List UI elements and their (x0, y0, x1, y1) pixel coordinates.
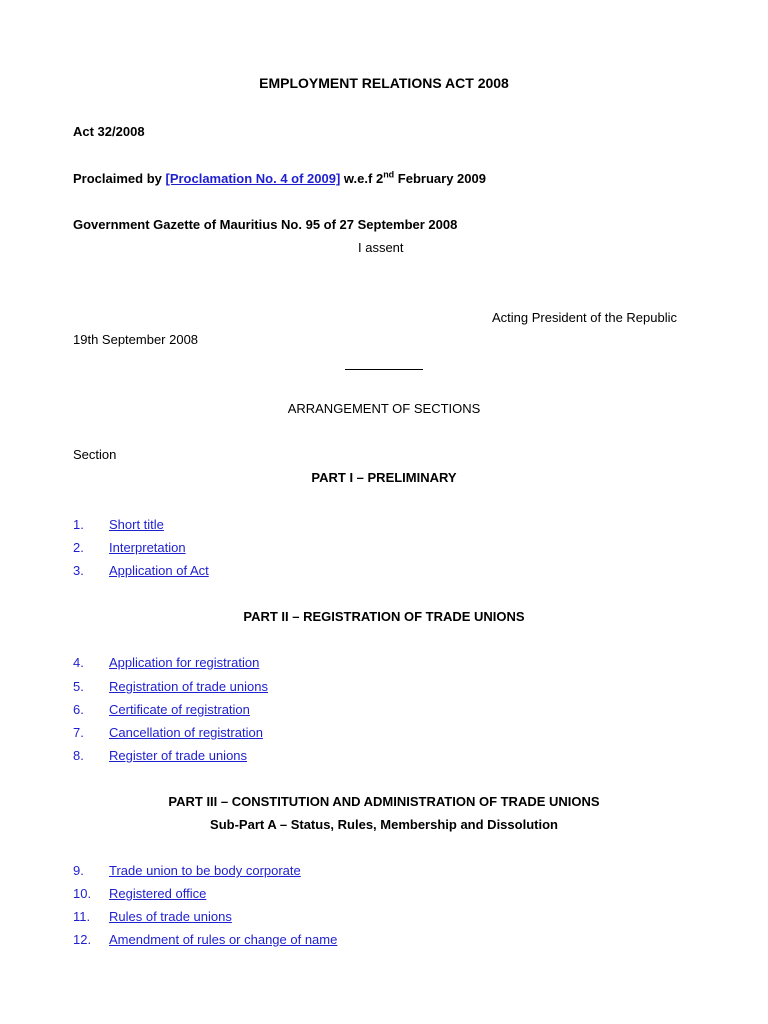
toc-label: Application for registration (109, 655, 260, 670)
toc-link[interactable] (73, 540, 186, 556)
toc-link[interactable] (73, 863, 301, 879)
toc-number: 11. (73, 909, 91, 924)
sub-part-heading: Sub-Part A – Status, Rules, Membership and Dissolution (210, 817, 558, 832)
assent-text: I assent (358, 240, 404, 255)
wef-ordinal: nd (383, 169, 395, 180)
toc-label: Short title (109, 517, 164, 532)
toc-link[interactable] (73, 932, 337, 948)
section-label: Section (73, 447, 117, 462)
toc-link[interactable] (73, 909, 232, 925)
separator-rule (345, 369, 423, 370)
gazette-reference: Government Gazette of Mauritius No. 95 of 27 September 2008 (73, 217, 458, 232)
toc-label: Registered office (109, 886, 207, 901)
toc-number: 7. (73, 725, 84, 740)
toc-number: 3. (73, 563, 84, 578)
toc-number: 5. (73, 679, 84, 694)
toc-label: Register of trade unions (109, 748, 248, 763)
toc-label: Certificate of registration (109, 702, 250, 717)
toc-number: 10. (73, 886, 92, 901)
toc-label: Rules of trade unions (109, 909, 232, 924)
toc-label: Interpretation (109, 540, 186, 555)
proclaimed-prefix: Proclaimed by (73, 171, 166, 186)
toc-number: 12. (73, 932, 92, 947)
part-heading: PART II – REGISTRATION OF TRADE UNIONS (243, 609, 525, 624)
toc-number: 8. (73, 748, 84, 763)
toc-number: 4. (73, 655, 84, 670)
toc-link[interactable] (73, 517, 164, 533)
toc-link[interactable] (73, 563, 209, 579)
arrangement-heading: ARRANGEMENT OF SECTIONS (287, 401, 481, 416)
toc-label: Trade union to be body corporate (109, 863, 301, 878)
toc-label: Cancellation of registration (109, 725, 263, 740)
toc-link[interactable] (73, 886, 206, 902)
assent-date: 19th September 2008 (73, 332, 199, 347)
toc-link[interactable] (73, 655, 259, 671)
proclamation-link[interactable]: [Proclamation No. 4 of 2009] (165, 171, 341, 186)
toc-number: 2. (73, 540, 84, 555)
toc-number: 6. (73, 702, 84, 717)
toc-link[interactable] (73, 702, 250, 718)
part-heading: PART III – CONSTITUTION AND ADMINISTRATION OF TRADE UNIONS (168, 794, 600, 809)
toc-number: 1. (73, 517, 84, 532)
toc-label: Application of Act (109, 563, 209, 578)
document-title: EMPLOYMENT RELATIONS ACT 2008 (259, 75, 509, 91)
toc-label: Amendment of rules or change of name (109, 932, 338, 947)
wef-suffix: February 2009 (394, 171, 486, 186)
proclamation-line (73, 171, 486, 187)
toc-link[interactable] (73, 725, 263, 741)
toc-link[interactable] (73, 679, 268, 695)
toc-label: Registration of trade unions (109, 679, 268, 694)
act-number: Act 32/2008 (73, 124, 145, 139)
signatory-title: Acting President of the Republic (492, 310, 677, 325)
wef-prefix: w.e.f 2 (340, 171, 384, 186)
toc-link[interactable] (73, 748, 247, 764)
part-heading: PART I – PRELIMINARY (311, 470, 457, 485)
toc-number: 9. (73, 863, 84, 878)
